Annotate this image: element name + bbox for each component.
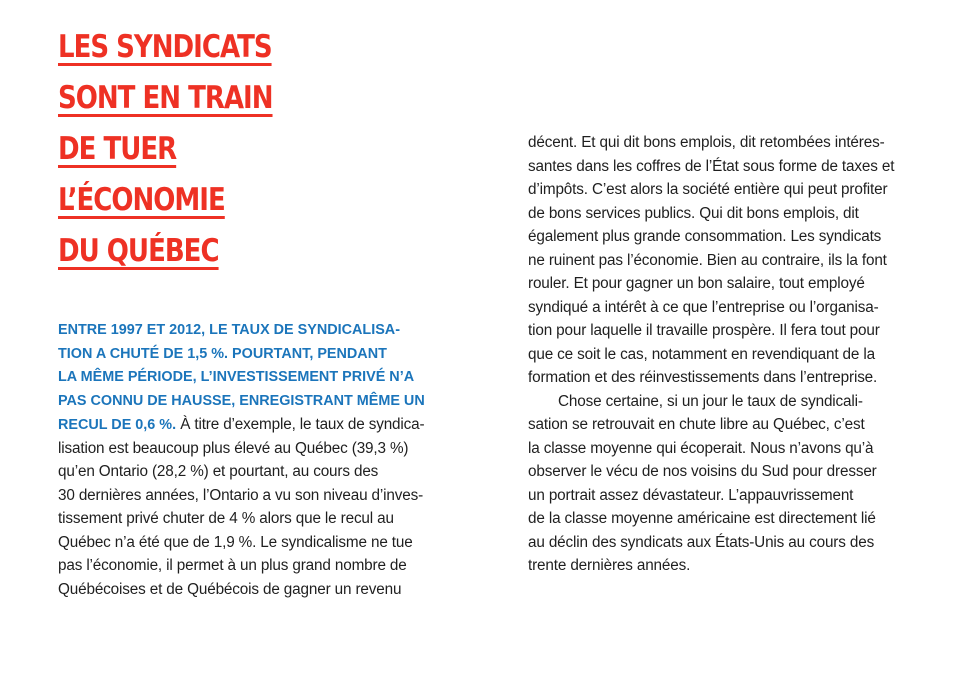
- lead-line: TION A CHUTÉ DE 1,5 %. POURTANT, PENDANT: [58, 345, 387, 362]
- left-column: [58, 319, 425, 601]
- lead-line: LA MÊME PÉRIODE, L’INVESTISSEMENT PRIVÉ N’A: [58, 369, 415, 385]
- lead-line: ENTRE 1997 ET 2012, LE TAUX DE SYNDICALISA-: [58, 322, 400, 338]
- right-column: [528, 131, 894, 578]
- body-line: Québec n’a été que de 1,9 %. Le syndicalisme ne tue: [58, 533, 413, 551]
- body-line: santes dans les coffres de l’État sous forme de taxes et: [528, 157, 895, 175]
- body-line: syndiqué a intérêt à ce que l’entreprise ou l’organisa-: [528, 298, 879, 316]
- body-line: tion pour laquelle il travaille prospère. Il fera tout pour: [528, 322, 880, 339]
- headline-text: LES SYNDICATS: [58, 29, 272, 65]
- body-line: rouler. Et pour gagner un bon salaire, tout employé: [528, 275, 865, 292]
- headline-text: SONT EN TRAIN: [58, 80, 273, 116]
- body-line: trente dernières années.: [528, 557, 691, 574]
- headline-text: DU QUÉBEC: [58, 233, 219, 269]
- body-line: formation et des réinvestissements dans l’entreprise.: [528, 369, 878, 386]
- mixed-line: [58, 413, 425, 437]
- body-line: que ce soit le cas, notamment en revendiquant de la: [528, 345, 875, 363]
- body-line: sation se retrouvait en chute libre au Québec, c’est: [528, 416, 865, 433]
- headline: [58, 22, 273, 277]
- body-line: au déclin des syndicats aux États-Unis au cours des: [528, 533, 875, 551]
- lead-line: PAS CONNU DE HAUSSE, ENREGISTRANT MÊME UN: [58, 392, 425, 409]
- body-line: également plus grande consommation. Les syndicats: [528, 228, 882, 245]
- headline-line: [58, 175, 273, 226]
- headline-line: [58, 22, 273, 73]
- body-line: décent. Et qui dit bons emplois, dit retombées intéres-: [528, 134, 885, 151]
- body-line: de la classe moyenne américaine est directement lié: [528, 510, 876, 527]
- headline-line: [58, 226, 273, 277]
- body-line: tissement privé chuter de 4 % alors que le recul au: [58, 510, 394, 527]
- body-line: 30 dernières années, l’Ontario a vu son niveau d’inves-: [58, 486, 424, 504]
- body-line: un portrait assez dévastateur. L’appauvrissement: [528, 486, 854, 504]
- body-line: observer le vécu de nos voisins du Sud pour dresser: [528, 463, 877, 480]
- body-fragment: À titre d’exemple, le taux de syndica-: [176, 416, 425, 433]
- body-line: lisation est beaucoup plus élevé au Québec (39,3 %): [58, 439, 409, 457]
- headline-text: L’ÉCONOMIE: [58, 182, 225, 218]
- lead-fragment: RECUL DE 0,6 %.: [58, 417, 177, 433]
- headline-text: DE TUER: [58, 131, 177, 167]
- body-line: de bons services publics. Qui dit bons emplois, dit: [528, 204, 859, 222]
- paragraph-first-line: Chose certaine, si un jour le taux de syndicali-: [558, 392, 863, 410]
- headline-line: [58, 124, 273, 175]
- body-line: pas l’économie, il permet à un plus grand nombre de: [58, 557, 407, 574]
- body-line: ne ruinent pas l’économie. Bien au contraire, ils la font: [528, 251, 887, 269]
- body-line: qu’en Ontario (28,2 %) et pourtant, au cours des: [58, 463, 379, 480]
- headline-line: [58, 73, 273, 124]
- body-line: la classe moyenne qui écoperait. Nous n’avons qu’à: [528, 439, 874, 457]
- body-line: d’impôts. C’est alors la société entière qui peut profiter: [528, 181, 888, 198]
- body-line: Québécoises et de Québécois de gagner un revenu: [58, 580, 402, 598]
